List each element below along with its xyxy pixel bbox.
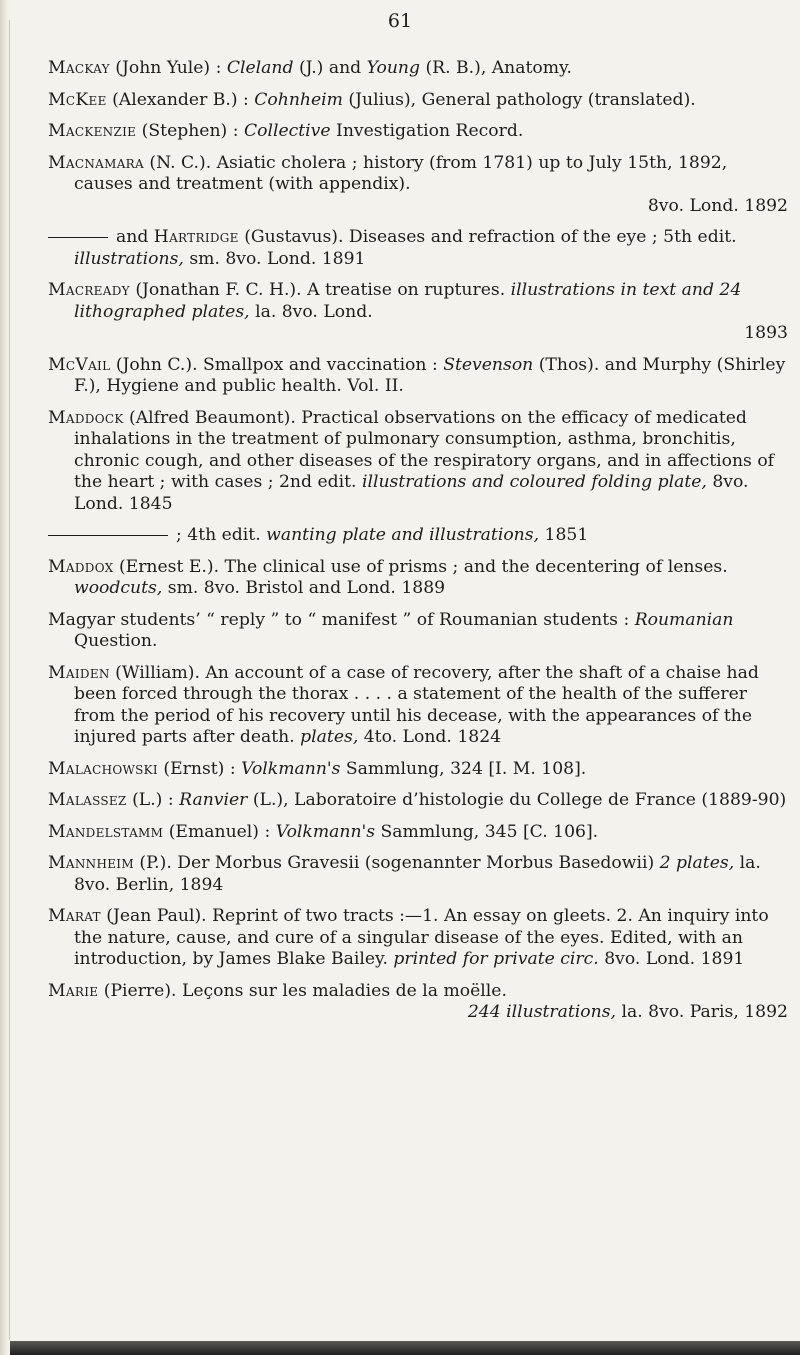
entry-mackenzie: Mackenzie (Stephen) : Collective Investigation Record. xyxy=(48,121,524,141)
entry-maddox: Maddox (Ernest E.). The clinical use of prisms ; and the decentering of lenses. woodcuts, sm. 8vo. Bristol and Lond. 1889 xyxy=(48,556,728,598)
entry-marie: Marie (Pierre). Leçons sur les maladies de la moëlle. 244 illustrations, la. 8vo. Paris, 1892 xyxy=(48,980,788,1022)
entry-author: Macnamara xyxy=(48,152,144,173)
entry-marat: Marat (Jean Paul). Reprint of two tracts :—1. An essay on gleets. 2. An inquiry into the nature, cause, and cure of a singular disease of the eyes. Edited, with an introduction, by James Blake Bailey. printed for private circ. 8vo. Lond. 1891 xyxy=(48,906,769,969)
entry-author: Mackenzie xyxy=(48,121,137,141)
entry-author: McKee xyxy=(48,89,107,110)
entry-author: Mandelstamm xyxy=(48,821,164,842)
entry-macnamara: Macnamara (N. C.). Asiatic cholera ; history (from 1781) up to July 15th, 1892, causes and treatment (with appendix). 8vo. Lond. 1892 xyxy=(48,152,788,216)
entry-mcvail: McVail (John C.). Smallpox and vaccination : Stevenson (Thos). and Murphy (Shirley F.), Hygiene and public health. Vol. II. xyxy=(48,354,786,396)
entry-malassez: Malassez (L.) : Ranvier (L.), Laboratoire d’histologie du College de France (1889-90) xyxy=(48,790,787,810)
entry-macready: Macready (Jonathan F. C. H.). A treatise on ruptures. illustrations in text and 24 lithographed plates, la. 8vo. Lond. 1893 xyxy=(48,280,788,343)
entry-mannheim: Mannheim (P.). Der Morbus Gravesii (sogenannter Morbus Basedowii) 2 plates, la. 8vo. Berlin, 1894 xyxy=(48,853,761,895)
entry-magyar-students: Magyar students’ “ reply ” to “ manifest ” of Roumanian students : Roumanian Question. xyxy=(48,609,734,651)
entry-maiden: Maiden (William). An account of a case of recovery, after the shaft of a chaise had been forced through the thorax . . . . a statement of the health of the sufferer from the period of his recovery until his decease, with the appearances of the injured parts after death. plates, 4to. Lond. 1824 xyxy=(48,662,759,747)
entry-author: Maddock xyxy=(48,407,124,428)
entry-author: Maddox xyxy=(48,556,114,577)
page-bottom-edge xyxy=(10,1341,800,1355)
page-binding-line xyxy=(9,20,10,1340)
ditto-dash xyxy=(48,535,168,536)
entry-author: Maiden xyxy=(48,662,110,683)
entry-author: Malachowski xyxy=(48,758,158,779)
imprint: 244 illustrations, la. 8vo. Paris, 1892 xyxy=(467,1002,788,1022)
entry-author: Hartridge xyxy=(153,227,239,247)
page-number: 61 xyxy=(387,10,413,32)
entry-maddock: Maddock (Alfred Beaumont). Practical observations on the efficacy of medicated inhalations in the treatment of pulmonary consumption, asthma, bronchitis, chronic cough, and other diseases of the respiratory organs, and in affections of the heart ; with cases ; 2nd edit. illustrations and coloured folding plate, 8vo. Lond. 1845 xyxy=(48,407,775,514)
entry-author: Marie xyxy=(48,980,99,1001)
entry-mackay: Mackay (John Yule) : Cleland (J.) and Young (R. B.), Anatomy. xyxy=(48,58,572,78)
ditto-dash xyxy=(48,237,108,238)
entry-malachowski: Malachowski (Ernst) : Volkmann's Sammlung, 324 [I. M. 108]. xyxy=(48,758,587,779)
entry-author: Mackay xyxy=(48,58,110,78)
entry-mckee: McKee (Alexander B.) : Cohnheim (Julius), General pathology (translated). xyxy=(48,89,696,110)
entry-maddock-4th-edit: ; 4th edit. wanting plate and illustrations, 1851 xyxy=(48,525,788,547)
entry-author: McVail xyxy=(48,354,111,375)
entry-author: Marat xyxy=(48,906,101,926)
page-left-edge xyxy=(0,0,9,1355)
imprint: 8vo. Lond. 1892 xyxy=(647,195,788,216)
entry-author: Malassez xyxy=(48,790,127,810)
entry-hartridge: and Hartridge (Gustavus). Diseases and refraction of the eye ; 5th edit. illustrations, sm. 8vo. Lond. 1891 xyxy=(48,227,788,270)
entry-author: Macready xyxy=(48,280,130,300)
entry-author: Mannheim xyxy=(48,853,134,873)
entry-mandelstamm: Mandelstamm (Emanuel) : Volkmann's Sammlung, 345 [C. 106]. xyxy=(48,821,599,842)
bibliography-list xyxy=(48,58,788,1034)
imprint: 1893 xyxy=(744,323,788,343)
